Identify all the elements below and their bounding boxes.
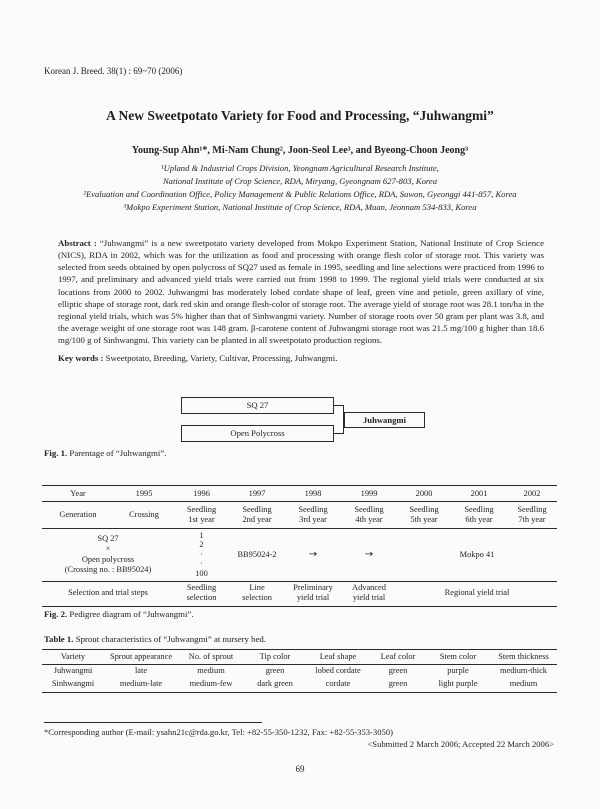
cell-variety: Juhwangmi bbox=[53, 665, 93, 675]
cell-stem-color: light purple bbox=[438, 678, 478, 688]
cell-sprout-appearance: medium-late bbox=[119, 678, 163, 688]
cell-no-of-sprout: medium bbox=[197, 665, 225, 675]
year-1995: 1995 bbox=[135, 488, 153, 498]
table1-caption bbox=[44, 634, 266, 644]
corresponding-author: *Corresponding author (E-mail: ysahn21c@rda.go.kr, Tel: +82-55-350-1232, Fax: +82-55-353-3050) bbox=[44, 727, 393, 737]
cell-stem-thickness: medium-thick bbox=[500, 665, 547, 675]
col-sprout-appearance: Sprout appearance bbox=[104, 650, 178, 664]
year-header: Year bbox=[70, 488, 86, 498]
cell-variety: Sinhwangmi bbox=[51, 678, 95, 688]
generation-4th: Seedling 4th year bbox=[354, 504, 384, 524]
col-no-of-sprout: No. of sprout bbox=[178, 650, 244, 664]
step-advanced: Advanced yield trial bbox=[352, 583, 386, 603]
parent-label-polycross: Open Polycross bbox=[230, 428, 285, 438]
col-leaf-shape: Leaf shape bbox=[306, 650, 370, 664]
keywords-label: Key words : bbox=[58, 353, 104, 363]
arrow-1998: → bbox=[308, 548, 318, 560]
fig2-top-rule bbox=[42, 485, 557, 486]
col-leaf-color: Leaf color bbox=[370, 650, 426, 664]
step-line-selection: Line selection bbox=[242, 583, 272, 603]
parent-box-polycross bbox=[181, 425, 334, 442]
table-row bbox=[42, 677, 557, 690]
fig1-caption bbox=[44, 448, 166, 458]
submission-dates: <Submitted 2 March 2006; Accepted 22 March 2006> bbox=[367, 739, 554, 749]
generation-crossing: Crossing bbox=[129, 509, 159, 519]
step-seedling-selection: Seedling selection bbox=[186, 583, 217, 603]
final-name: Mokpo 41 bbox=[459, 549, 495, 559]
generation-7th: Seedling 7th year bbox=[517, 504, 547, 524]
col-tip-color: Tip color bbox=[244, 650, 306, 664]
fig2-caption-label: Fig. 2. bbox=[44, 609, 68, 619]
affiliation-2: ²Evaluation and Coordination Office, Policy Management & Public Relations Office, RDA, Suwon, Gyeonggi 441-857, Korea bbox=[83, 189, 517, 199]
offspring-box bbox=[344, 412, 425, 428]
cell-stem-color: purple bbox=[447, 665, 469, 675]
abstract-text: “Juhwangmi” is a new sweetpotato variety developed from Mokpo Experiment Station, National Institute of Crop Science (NICS), RDA in 2002, which was for the utilization as food and processing with orange flesh color of storage root. This variety was selected from seeds obtained by open polycross of SQ27 used as female in 1995, seedling and line selections were practiced from 1996 to 1997, and preliminary and advanced yield trials were carried out from 1998 to 1999. The regional yield trials were conducted at six locations from 2000 to 2002. Juhwangmi has moderately lobed cordate shape of leaf, green vine and petiole, green axillary of vine, elliptic shape of storage root, dark red skin and orange flesh-color of storage root. The average yield of storage root was 28.1 ton/ha in the regional yield trials, which was 5% higher than that of Sinhwangmi variety. Number of storage roots over 50 gram per plant was 3.8, and the average weight of one storage root was 148 gram. β-carotene content of Juhwangmi storage root was 21.5 mg/100 g higher than 18.6 mg/100 g of Sinhwangmi. This variety can be planted in all sweetpotato production regions. bbox=[58, 238, 544, 346]
year-2002: 2002 bbox=[523, 488, 541, 498]
generation-1st: Seedling 1st year bbox=[186, 504, 217, 524]
cell-no-of-sprout: medium-few bbox=[189, 678, 233, 688]
cell-stem-thickness: medium bbox=[509, 678, 538, 688]
table1-bottom-rule bbox=[42, 692, 557, 693]
cell-leaf-shape: cordate bbox=[325, 678, 351, 688]
step-preliminary: Preliminary yield trial bbox=[293, 583, 333, 603]
affiliation-1a: ¹Upland & Industrial Crops Division, Yeongnam Agricultural Research Institute, bbox=[161, 163, 439, 173]
keywords bbox=[58, 353, 337, 363]
fig1-caption-label: Fig. 1. bbox=[44, 448, 68, 458]
paper-title: A New Sweetpotato Variety for Food and Processing, “Juhwangmi” bbox=[106, 108, 494, 123]
line-name: BB95024-2 bbox=[237, 549, 277, 559]
fig2-caption bbox=[44, 609, 194, 619]
year-1997: 1997 bbox=[248, 488, 266, 498]
keywords-text: Sweetpotato, Breeding, Variety, Cultivar, Processing, Juhwangmi. bbox=[105, 353, 338, 363]
affiliation-1b: National Institute of Crop Science, RDA, Miryang, Gyeongnam 627-803, Korea bbox=[162, 176, 438, 186]
col-stem-color: Stem color bbox=[426, 650, 490, 664]
generation-6th: Seedling 6th year bbox=[464, 504, 494, 524]
parent-box-sq27 bbox=[181, 397, 334, 414]
table1-caption-text: Sprout characteristics of “Juhwangmi” at nursery bed. bbox=[75, 634, 266, 644]
cross-cell: SQ 27 × Open polycross (Crossing no. : BB95024) bbox=[64, 533, 152, 574]
fig2-caption-text: Pedigree diagram of “Juhwangmi”. bbox=[69, 609, 194, 619]
cell-tip-color: green bbox=[265, 665, 285, 675]
abstract bbox=[58, 237, 544, 346]
abstract-label: Abstract : bbox=[58, 238, 97, 248]
page-number: 69 bbox=[295, 764, 305, 774]
year-1998: 1998 bbox=[304, 488, 322, 498]
table-row bbox=[42, 664, 557, 677]
steps-header: Selection and trial steps bbox=[68, 588, 148, 598]
generation-2nd: Seedling 2nd year bbox=[242, 504, 272, 524]
parent-label-sq27: SQ 27 bbox=[246, 400, 269, 410]
year-1996: 1996 bbox=[193, 488, 210, 498]
generation-3rd: Seedling 3rd year bbox=[298, 504, 328, 524]
offspring-label: Juhwangmi bbox=[363, 415, 406, 425]
step-regional: Regional yield trial bbox=[444, 588, 510, 598]
year-1999: 1999 bbox=[360, 488, 378, 498]
sprout-table bbox=[42, 650, 557, 690]
cell-leaf-shape: lobed cordate bbox=[315, 665, 361, 675]
arrow-1999: → bbox=[364, 548, 374, 560]
generation-5th: Seedling 5th year bbox=[409, 504, 439, 524]
cell-sprout-appearance: late bbox=[134, 665, 148, 675]
journal-reference: Korean J. Breed. 38(1) : 69~70 (2006) bbox=[44, 66, 183, 76]
cell-leaf-color: green bbox=[388, 678, 408, 688]
affiliation-3: ³Mokpo Experiment Station, National Institute of Crop Science, RDA, Muan, Jeonnam 534-833, Korea bbox=[123, 202, 477, 212]
cell-tip-color: dark green bbox=[257, 678, 293, 688]
table1-caption-label: Table 1. bbox=[44, 634, 74, 644]
year-2000: 2000 bbox=[415, 488, 433, 498]
fig2-bottom-rule bbox=[42, 606, 557, 607]
year-2001: 2001 bbox=[470, 488, 488, 498]
author-list: Young-Sup Ahn¹*, Mi-Nam Chung², Joon-Seol Lee³, and Byeong-Choon Jeong³ bbox=[131, 145, 469, 156]
col-variety: Variety bbox=[42, 650, 104, 664]
seedling-numbers: 1 2 · · 100 bbox=[195, 530, 208, 578]
pedigree-table bbox=[42, 487, 557, 605]
footnote-rule bbox=[44, 722, 262, 723]
cell-leaf-color: green bbox=[388, 665, 408, 675]
col-stem-thickness: Stem thickness bbox=[490, 650, 557, 664]
generation-header: Generation bbox=[59, 509, 97, 519]
fig1-caption-text: Parentage of “Juhwangmi”. bbox=[69, 448, 167, 458]
